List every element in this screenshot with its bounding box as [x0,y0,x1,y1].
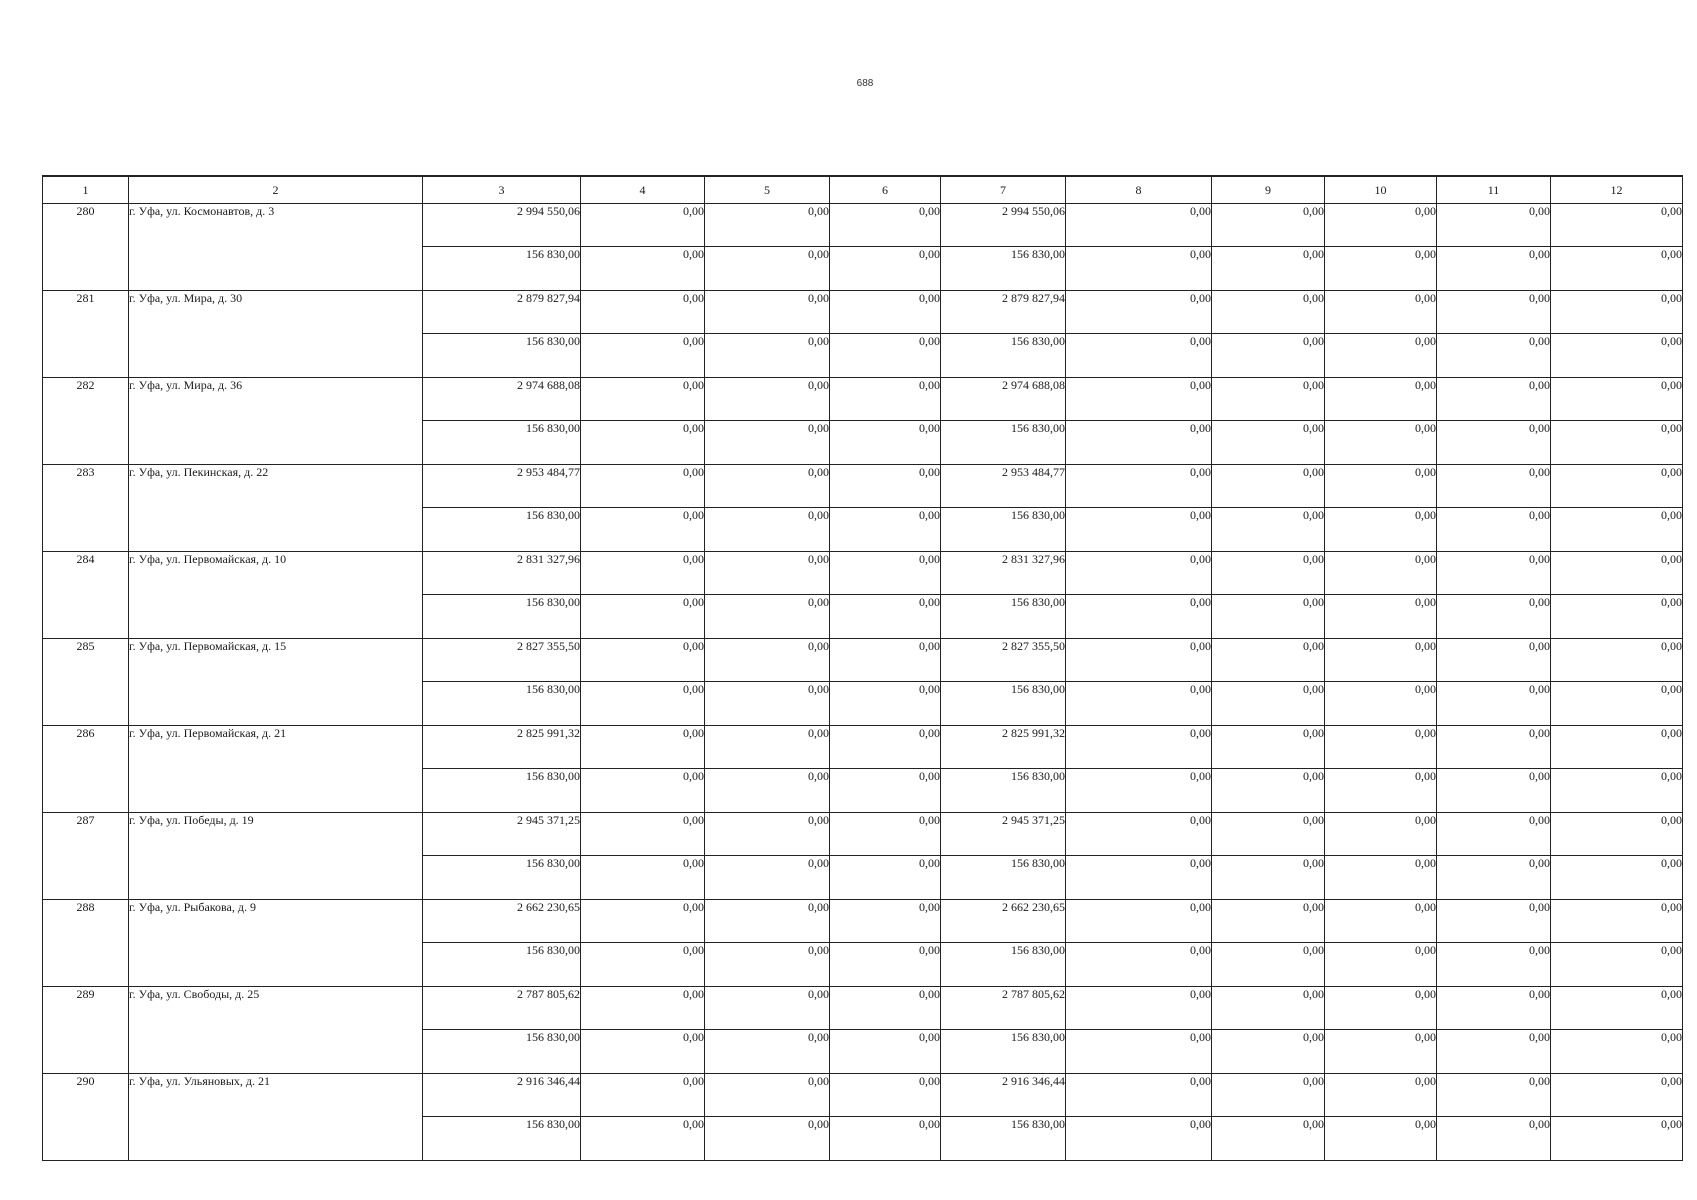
cell-value: 156 830,00 [423,682,581,726]
cell-value: 2 916 346,44 [941,1074,1066,1117]
cell-value: 0,00 [1212,900,1325,943]
cell-value: 0,00 [1325,334,1437,378]
cell-value: 0,00 [1437,421,1551,465]
cell-value: 0,00 [581,1030,705,1074]
cell-value: 0,00 [1066,421,1212,465]
cell-value: 0,00 [705,421,830,465]
cell-value: 0,00 [705,856,830,900]
cell-value: 0,00 [1066,378,1212,421]
cell-value: 156 830,00 [941,856,1066,900]
cell-value: 0,00 [1551,378,1683,421]
cell-value: 0,00 [705,508,830,552]
cell-value: 0,00 [705,769,830,813]
cell-value: 0,00 [1551,856,1683,900]
cell-value: 0,00 [705,247,830,291]
cell-value: 0,00 [1437,682,1551,726]
cell-value: 156 830,00 [941,595,1066,639]
table-row [43,552,1683,595]
table-row [43,465,1683,508]
cell-value: 0,00 [705,1030,830,1074]
cell-value: 0,00 [705,595,830,639]
column-header: 6 [830,176,941,204]
cell-value: 0,00 [581,291,705,334]
cell-value: 0,00 [1066,987,1212,1030]
cell-value: 0,00 [581,552,705,595]
cell-value: 0,00 [1437,813,1551,856]
cell-value: 0,00 [1437,595,1551,639]
cell-value: 0,00 [1212,552,1325,595]
cell-value: 0,00 [1066,291,1212,334]
table-row [43,900,1683,943]
row-number: 280 [43,204,129,291]
cell-value: 0,00 [1212,987,1325,1030]
cell-value: 0,00 [705,552,830,595]
cell-value: 0,00 [830,900,941,943]
column-header: 7 [941,176,1066,204]
row-address: г. Уфа, ул. Первомайская, д. 10 [129,552,423,639]
cell-value: 0,00 [705,682,830,726]
cell-value: 156 830,00 [941,682,1066,726]
table-row [43,639,1683,682]
cell-value: 0,00 [581,769,705,813]
cell-value: 2 825 991,32 [941,726,1066,769]
table-row [43,813,1683,856]
column-header: 4 [581,176,705,204]
cell-value: 0,00 [1551,421,1683,465]
cell-value: 0,00 [581,247,705,291]
cell-value: 0,00 [1066,552,1212,595]
cell-value: 0,00 [1066,900,1212,943]
cell-value: 0,00 [1212,595,1325,639]
cell-value: 2 994 550,06 [423,204,581,247]
cell-value: 0,00 [1551,639,1683,682]
cell-value: 0,00 [1325,1030,1437,1074]
cell-value: 0,00 [581,987,705,1030]
cell-value: 0,00 [1551,900,1683,943]
cell-value: 156 830,00 [941,421,1066,465]
table-row [43,204,1683,247]
row-address: г. Уфа, ул. Ульяновых, д. 21 [129,1074,423,1161]
cell-value: 0,00 [1437,247,1551,291]
cell-value: 2 825 991,32 [423,726,581,769]
cell-value: 0,00 [830,204,941,247]
cell-value: 0,00 [1437,291,1551,334]
cell-value: 0,00 [830,682,941,726]
cell-value: 0,00 [1212,247,1325,291]
cell-value: 156 830,00 [423,943,581,987]
cell-value: 156 830,00 [941,334,1066,378]
cell-value: 0,00 [1066,595,1212,639]
cell-value: 0,00 [830,639,941,682]
cell-value: 0,00 [705,900,830,943]
cell-value: 0,00 [830,769,941,813]
cell-value: 156 830,00 [423,421,581,465]
cell-value: 0,00 [705,291,830,334]
cell-value: 0,00 [581,465,705,508]
cell-value: 0,00 [1066,943,1212,987]
cell-value: 0,00 [581,204,705,247]
cell-value: 0,00 [1066,247,1212,291]
cell-value: 0,00 [1551,813,1683,856]
cell-value: 0,00 [1437,856,1551,900]
cell-value: 0,00 [1437,334,1551,378]
cell-value: 0,00 [581,943,705,987]
row-address: г. Уфа, ул. Первомайская, д. 21 [129,726,423,813]
cell-value: 0,00 [830,1030,941,1074]
cell-value: 0,00 [1212,856,1325,900]
cell-value: 0,00 [1066,334,1212,378]
cell-value: 0,00 [1212,769,1325,813]
cell-value: 0,00 [1212,813,1325,856]
cell-value: 0,00 [1212,682,1325,726]
row-number: 288 [43,900,129,987]
cell-value: 0,00 [1437,378,1551,421]
cell-value: 0,00 [1325,552,1437,595]
cell-value: 2 953 484,77 [941,465,1066,508]
row-address: г. Уфа, ул. Победы, д. 19 [129,813,423,900]
cell-value: 0,00 [1325,813,1437,856]
cell-value: 0,00 [1212,1117,1325,1161]
cell-value: 0,00 [705,378,830,421]
cell-value: 0,00 [705,1117,830,1161]
cell-value: 0,00 [1551,595,1683,639]
cell-value: 2 994 550,06 [941,204,1066,247]
cell-value: 0,00 [830,334,941,378]
cell-value: 0,00 [1325,1074,1437,1117]
cell-value: 0,00 [1551,1117,1683,1161]
cell-value: 0,00 [581,508,705,552]
cell-value: 0,00 [1437,1074,1551,1117]
cell-value: 0,00 [581,1074,705,1117]
column-header: 10 [1325,176,1437,204]
cell-value: 0,00 [705,465,830,508]
cell-value: 0,00 [1437,639,1551,682]
cell-value: 0,00 [1212,1030,1325,1074]
cell-value: 0,00 [1212,378,1325,421]
cell-value: 0,00 [1325,856,1437,900]
cell-value: 0,00 [830,421,941,465]
cell-value: 0,00 [830,987,941,1030]
cell-value: 0,00 [1551,1030,1683,1074]
cell-value: 156 830,00 [941,247,1066,291]
cell-value: 0,00 [1066,508,1212,552]
cell-value: 0,00 [830,1074,941,1117]
cell-value: 156 830,00 [423,1030,581,1074]
cell-value: 0,00 [1551,334,1683,378]
cell-value: 0,00 [1066,813,1212,856]
cell-value: 0,00 [1066,769,1212,813]
cell-value: 0,00 [705,726,830,769]
cell-value: 0,00 [1437,900,1551,943]
cell-value: 0,00 [1437,987,1551,1030]
cell-value: 0,00 [1437,1030,1551,1074]
cell-value: 0,00 [1551,552,1683,595]
column-header: 8 [1066,176,1212,204]
cell-value: 0,00 [1066,1117,1212,1161]
cell-value: 0,00 [1212,421,1325,465]
page-number: 688 [856,78,874,89]
cell-value: 0,00 [1325,204,1437,247]
cell-value: 2 945 371,25 [941,813,1066,856]
cell-value: 0,00 [1551,204,1683,247]
cell-value: 0,00 [1437,204,1551,247]
row-address: г. Уфа, ул. Рыбакова, д. 9 [129,900,423,987]
row-address: г. Уфа, ул. Мира, д. 36 [129,378,423,465]
column-header: 3 [423,176,581,204]
cell-value: 0,00 [830,465,941,508]
cell-value: 0,00 [581,595,705,639]
cell-value: 0,00 [1325,900,1437,943]
cell-value: 0,00 [1437,552,1551,595]
cell-value: 0,00 [1212,639,1325,682]
cell-value: 0,00 [1325,987,1437,1030]
cell-value: 2 827 355,50 [423,639,581,682]
cell-value: 2 974 688,08 [941,378,1066,421]
cell-value: 156 830,00 [423,769,581,813]
cell-value: 0,00 [705,334,830,378]
cell-value: 0,00 [1437,726,1551,769]
row-number: 286 [43,726,129,813]
column-header: 12 [1551,176,1683,204]
cell-value: 0,00 [1551,465,1683,508]
cell-value: 0,00 [1212,204,1325,247]
cell-value: 0,00 [1066,856,1212,900]
cell-value: 0,00 [830,943,941,987]
cell-value: 0,00 [581,639,705,682]
cell-value: 0,00 [1212,334,1325,378]
cell-value: 0,00 [1325,639,1437,682]
cell-value: 2 879 827,94 [941,291,1066,334]
cell-value: 156 830,00 [941,508,1066,552]
cell-value: 0,00 [1066,682,1212,726]
cell-value: 0,00 [1437,943,1551,987]
row-number: 283 [43,465,129,552]
cell-value: 156 830,00 [423,595,581,639]
table-row [43,987,1683,1030]
cell-value: 0,00 [1551,726,1683,769]
cell-value: 0,00 [1212,465,1325,508]
cell-value: 0,00 [581,334,705,378]
cell-value: 156 830,00 [423,247,581,291]
cell-value: 0,00 [1066,639,1212,682]
cell-value: 0,00 [581,682,705,726]
cell-value: 2 974 688,08 [423,378,581,421]
cell-value: 0,00 [1212,943,1325,987]
cell-value: 0,00 [1325,943,1437,987]
cell-value: 0,00 [1212,291,1325,334]
cell-value: 156 830,00 [423,334,581,378]
row-address: г. Уфа, ул. Космонавтов, д. 3 [129,204,423,291]
cell-value: 0,00 [1325,508,1437,552]
cell-value: 0,00 [1551,769,1683,813]
cell-value: 156 830,00 [423,1117,581,1161]
cell-value: 2 662 230,65 [423,900,581,943]
row-address: г. Уфа, ул. Первомайская, д. 15 [129,639,423,726]
cell-value: 0,00 [705,639,830,682]
data-table [42,175,1683,1161]
row-number: 282 [43,378,129,465]
cell-value: 0,00 [1437,508,1551,552]
column-header: 9 [1212,176,1325,204]
table-row [43,1074,1683,1117]
cell-value: 2 879 827,94 [423,291,581,334]
cell-value: 2 953 484,77 [423,465,581,508]
row-address: г. Уфа, ул. Мира, д. 30 [129,291,423,378]
cell-value: 0,00 [1551,291,1683,334]
cell-value: 0,00 [705,204,830,247]
cell-value: 0,00 [705,987,830,1030]
row-number: 290 [43,1074,129,1161]
cell-value: 2 827 355,50 [941,639,1066,682]
cell-value: 0,00 [1437,769,1551,813]
row-number: 287 [43,813,129,900]
row-address: г. Уфа, ул. Пекинская, д. 22 [129,465,423,552]
cell-value: 0,00 [581,813,705,856]
cell-value: 0,00 [830,378,941,421]
cell-value: 0,00 [1551,247,1683,291]
cell-value: 0,00 [1437,1117,1551,1161]
column-header: 1 [43,176,129,204]
cell-value: 0,00 [1325,247,1437,291]
table-row [43,726,1683,769]
cell-value: 0,00 [1066,726,1212,769]
cell-value: 0,00 [1325,421,1437,465]
cell-value: 0,00 [830,552,941,595]
cell-value: 0,00 [1325,769,1437,813]
cell-value: 0,00 [1551,1074,1683,1117]
cell-value: 0,00 [1325,378,1437,421]
cell-value: 0,00 [1212,1074,1325,1117]
cell-value: 0,00 [1066,1074,1212,1117]
cell-value: 156 830,00 [941,1030,1066,1074]
cell-value: 156 830,00 [941,943,1066,987]
cell-value: 2 831 327,96 [941,552,1066,595]
cell-value: 2 916 346,44 [423,1074,581,1117]
cell-value: 0,00 [705,1074,830,1117]
cell-value: 0,00 [1066,1030,1212,1074]
row-number: 281 [43,291,129,378]
cell-value: 0,00 [830,595,941,639]
cell-value: 2 787 805,62 [941,987,1066,1030]
cell-value: 0,00 [705,943,830,987]
cell-value: 0,00 [1066,465,1212,508]
cell-value: 0,00 [1325,726,1437,769]
column-header: 5 [705,176,830,204]
row-number: 289 [43,987,129,1074]
cell-value: 0,00 [830,856,941,900]
cell-value: 2 945 371,25 [423,813,581,856]
header-row [43,176,1683,204]
cell-value: 0,00 [1212,508,1325,552]
cell-value: 0,00 [1325,1117,1437,1161]
table-row [43,378,1683,421]
cell-value: 0,00 [581,421,705,465]
cell-value: 0,00 [1325,291,1437,334]
cell-value: 0,00 [1551,508,1683,552]
cell-value: 0,00 [830,1117,941,1161]
cell-value: 0,00 [830,726,941,769]
cell-value: 0,00 [581,378,705,421]
cell-value: 156 830,00 [941,1117,1066,1161]
cell-value: 0,00 [581,1117,705,1161]
cell-value: 0,00 [705,813,830,856]
cell-value: 0,00 [830,508,941,552]
cell-value: 0,00 [1437,465,1551,508]
cell-value: 156 830,00 [423,856,581,900]
row-number: 284 [43,552,129,639]
cell-value: 0,00 [1551,682,1683,726]
cell-value: 0,00 [581,856,705,900]
cell-value: 2 662 230,65 [941,900,1066,943]
cell-value: 0,00 [1551,943,1683,987]
cell-value: 0,00 [830,291,941,334]
cell-value: 0,00 [1325,682,1437,726]
row-address: г. Уфа, ул. Свободы, д. 25 [129,987,423,1074]
cell-value: 0,00 [1212,726,1325,769]
cell-value: 156 830,00 [423,508,581,552]
column-header: 2 [129,176,423,204]
cell-value: 2 831 327,96 [423,552,581,595]
cell-value: 2 787 805,62 [423,987,581,1030]
cell-value: 0,00 [830,247,941,291]
row-number: 285 [43,639,129,726]
column-header: 11 [1437,176,1551,204]
cell-value: 0,00 [1551,987,1683,1030]
cell-value: 156 830,00 [941,769,1066,813]
cell-value: 0,00 [1325,595,1437,639]
cell-value: 0,00 [1066,204,1212,247]
cell-value: 0,00 [581,726,705,769]
cell-value: 0,00 [1325,465,1437,508]
cell-value: 0,00 [830,813,941,856]
cell-value: 0,00 [581,900,705,943]
table-row [43,291,1683,334]
